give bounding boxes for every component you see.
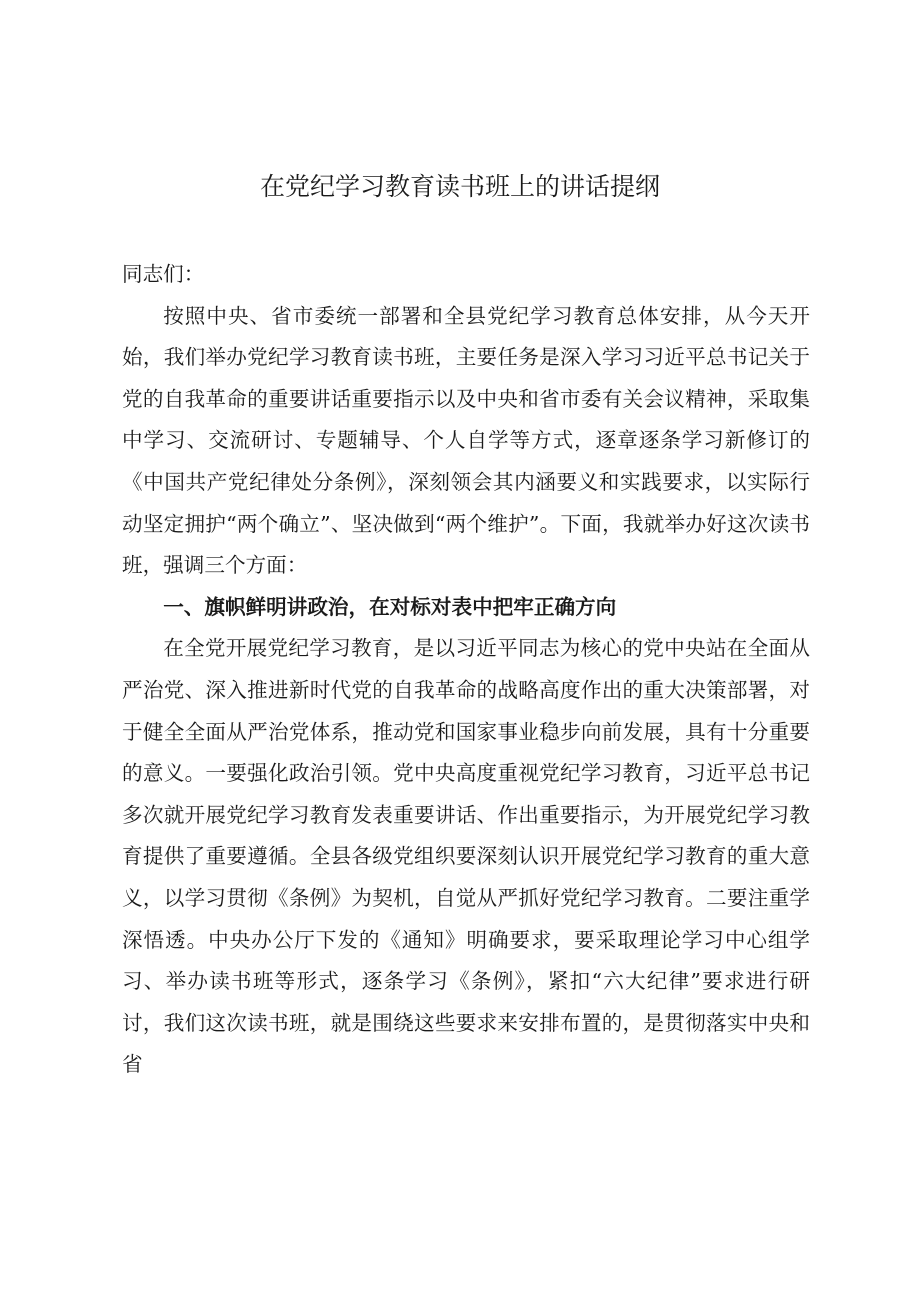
section-heading-1: 一、旗帜鲜明讲政治，在对标对表中把牢正确方向 [163,594,617,619]
intro-paragraph: 按照中央、省市委统一部署和全县党纪学习教育总体安排，从今天开始，我们举办党纪学习教育读书班，主要任务是深入学习习近平总书记关于党的自我革命的重要讲话重要指示以及中央和省市委有关会议精神，采取集中学习、交流研讨、专题辅导、个人自学等方式，逐章逐条学习新修订的《中国共产党纪律处分条例》，深刻领会其内涵要义和实践要求，以实际行动坚定拥护“两个确立”、坚决做到“两个维护”。下面，我就举办好这次读书班，强调三个方面： [122,303,810,578]
document-body [122,254,810,1086]
salutation: 同志们： [122,262,205,286]
section-1-paragraph: 在全党开展党纪学习教育，是以习近平同志为核心的党中央站在全面从严治党、深入推进新时代党的自我革命的战略高度作出的重大决策部署，对于健全全面从严治党体系，推动党和国家事业稳步向前发展，具有十分重要的意义。一要强化政治引领。党中央高度重视党纪学习教育，习近平总书记多次就开展党纪学习教育发表重要讲话、作出重要指示，为开展党纪学习教育提供了重要遵循。全县各级党组织要深刻认识开展党纪学习教育的重大意义，以学习贯彻《条例》为契机，自觉从严抓好党纪学习教育。二要注重学深悟透。中央办公厅下发的《通知》明确要求，要采取理论学习中心组学习、举办读书班等形式，逐条学习《条例》，紧扣“六大纪律”要求进行研讨，我们这次读书班，就是围绕这些要求来安排布置的，是贯彻落实中央和省 [122,636,810,1077]
document-title: 在党纪学习教育读书班上的讲话提纲 [259,172,660,201]
